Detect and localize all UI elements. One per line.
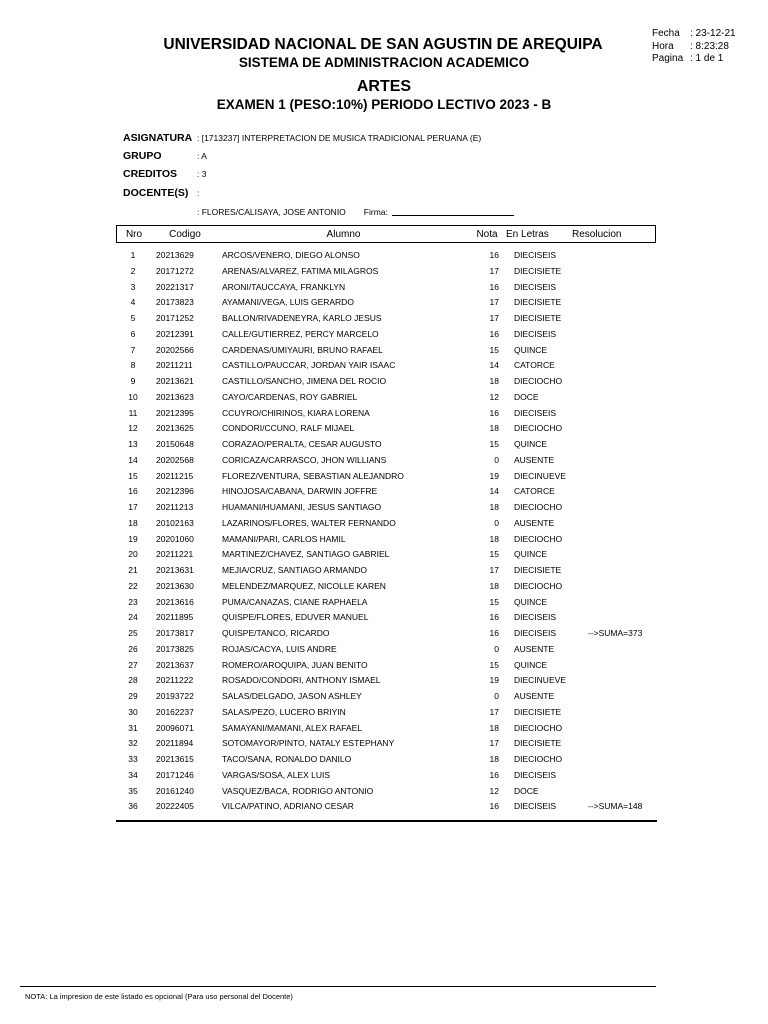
- row-alumno: CALLE/GUTIERREZ, PERCY MARCELO: [222, 328, 379, 339]
- row-codigo: 20161240: [156, 785, 194, 796]
- grupo-value: : A: [197, 151, 207, 161]
- row-codigo: 20222405: [156, 801, 194, 812]
- row-nro: 9: [130, 376, 136, 386]
- row-letras: DIECIOCHO: [514, 533, 563, 544]
- row-nota: 12: [489, 785, 499, 796]
- row-codigo: 20171246: [156, 769, 194, 780]
- row-letras: DIECISEIS: [514, 769, 557, 780]
- table-row: [116, 392, 656, 408]
- row-nro: 16: [128, 486, 138, 497]
- row-nota: 16: [489, 769, 499, 780]
- row-alumno: MELENDEZ/MARQUEZ, NICOLLE KAREN: [222, 580, 386, 591]
- creditos-value: : 3: [197, 169, 207, 179]
- row-letras: CATORCE: [514, 486, 555, 497]
- row-letras: DIECIOCHO: [514, 754, 563, 764]
- row-alumno: VILCA/PATINO, ADRIANO CESAR: [222, 801, 354, 812]
- row-alumno: HINOJOSA/CABANA, DARWIN JOFFRE: [222, 486, 378, 497]
- row-alumno: ROSADO/CONDORI, ANTHONY ISMAEL: [222, 675, 381, 686]
- row-letras: DIECIOCHO: [514, 376, 563, 386]
- row-codigo: 20211215: [156, 470, 194, 481]
- row-codigo: 20171272: [156, 265, 194, 276]
- table-row: [116, 282, 656, 298]
- row-codigo: 20211894: [156, 738, 194, 749]
- row-nro: 17: [128, 502, 138, 512]
- row-letras: DIECISIETE: [514, 565, 562, 575]
- row-nro: 14: [128, 454, 138, 465]
- row-nro: 26: [128, 643, 138, 654]
- row-letras: AUSENTE: [514, 454, 555, 465]
- row-nro: 23: [128, 596, 138, 607]
- row-nro: 10: [128, 391, 138, 402]
- row-alumno: CASTILLO/PAUCCAR, JORDAN YAIR ISAAC: [222, 360, 396, 371]
- row-nro: 22: [128, 580, 138, 591]
- row-nro: 27: [128, 659, 138, 670]
- row-nota: 17: [489, 565, 499, 575]
- row-nota: 0: [494, 517, 499, 528]
- table-row: [116, 612, 656, 628]
- row-codigo: 20211211: [156, 360, 193, 371]
- row-letras: DIECISEIS: [514, 628, 557, 638]
- row-alumno: SALAS/PEZO, LUCERO BRIYIN: [222, 706, 346, 717]
- table-row: [116, 439, 656, 455]
- row-codigo: 20096071: [156, 722, 194, 733]
- row-codigo: 20211222: [156, 675, 194, 686]
- pagina-label: Pagina: [652, 53, 684, 64]
- row-alumno: CAYO/CARDENAS, ROY GABRIEL: [222, 391, 358, 402]
- table-row: [116, 723, 656, 739]
- row-alumno: ROJAS/CACYA, LUIS ANDRE: [222, 643, 337, 654]
- row-nro: 28: [128, 675, 138, 686]
- grupo-label: GRUPO: [123, 150, 162, 162]
- row-letras: DIECINUEVE: [514, 470, 566, 481]
- table-row: [116, 423, 656, 439]
- table-row: [116, 644, 656, 660]
- row-letras: DIECIOCHO: [514, 722, 563, 733]
- row-nro: 5: [130, 313, 136, 323]
- firma-line: [392, 207, 514, 216]
- row-nota: 14: [489, 486, 499, 497]
- row-nro: 30: [128, 706, 138, 717]
- table-row: [116, 266, 656, 282]
- row-alumno: ARONI/TAUCCAYA, FRANKLYN: [222, 281, 346, 292]
- table-row: [116, 502, 656, 518]
- row-nota: 15: [489, 596, 499, 607]
- row-nro: 21: [128, 565, 138, 575]
- row-alumno: VASQUEZ/BACA, RODRIGO ANTONIO: [222, 785, 374, 796]
- system-title: SISTEMA DE ADMINISTRACION ACADEMICO: [238, 55, 530, 70]
- row-alumno: CONDORI/CCUNO, RALF MIJAEL: [222, 423, 355, 434]
- row-nota: 16: [489, 612, 499, 623]
- row-letras: QUINCE: [514, 439, 548, 449]
- row-letras: DIECISEIS: [514, 250, 557, 260]
- row-alumno: ARCOS/VENERO, DIEGO ALONSO: [222, 250, 360, 260]
- row-nota: 16: [489, 281, 499, 292]
- row-letras: QUINCE: [514, 344, 548, 355]
- row-nota: 0: [494, 691, 499, 701]
- table-row: [116, 534, 656, 550]
- row-codigo: 20211213: [156, 502, 194, 512]
- row-codigo: 20213625: [156, 423, 194, 434]
- row-letras: DIECIOCHO: [514, 502, 563, 512]
- row-nro: 29: [128, 691, 138, 701]
- row-codigo: 20212391: [156, 328, 194, 339]
- row-alumno: CASTILLO/SANCHO, JIMENA DEL ROCIO: [222, 376, 387, 386]
- table-row: [116, 581, 656, 597]
- row-nro: 35: [128, 785, 138, 796]
- row-codigo: 20173817: [156, 628, 194, 638]
- row-nro: 36: [128, 801, 138, 812]
- row-nota: 18: [489, 502, 499, 512]
- row-codigo: 20202568: [156, 454, 194, 465]
- creditos-field: [123, 168, 206, 180]
- row-letras: DIECISEIS: [514, 328, 557, 339]
- table-row: [116, 597, 656, 613]
- row-nro: 31: [128, 722, 138, 733]
- row-codigo: 20102163: [156, 517, 194, 528]
- row-nota: 15: [489, 549, 499, 560]
- header-nro: Nro: [125, 228, 143, 240]
- row-alumno: PUMA/CANAZAS, CIANE RAPHAELA: [222, 596, 368, 607]
- student-list: [116, 250, 656, 817]
- row-letras: DIECISEIS: [514, 407, 557, 418]
- row-codigo: 20193722: [156, 691, 194, 701]
- row-nro: 8: [130, 360, 136, 371]
- row-alumno: CORAZAO/PERALTA, CESAR AUGUSTO: [222, 439, 382, 449]
- fecha-value: : 23-12-21: [690, 28, 736, 39]
- row-alumno: CARDENAS/UMIYAURI, BRUNO RAFAEL: [222, 344, 383, 355]
- row-nro: 13: [128, 439, 138, 449]
- row-letras: AUSENTE: [514, 691, 555, 701]
- docente-field: [123, 187, 199, 199]
- row-codigo: 20213629: [156, 250, 194, 260]
- row-letras: DIECISIETE: [514, 265, 562, 276]
- row-letras: DIECISIETE: [514, 706, 562, 717]
- table-row: [116, 628, 656, 644]
- row-alumno: SOTOMAYOR/PINTO, NATALY ESTEPHANY: [222, 738, 395, 749]
- table-row: [116, 329, 656, 345]
- header-alumno: Alumno: [326, 228, 361, 240]
- table-row: [116, 549, 656, 565]
- row-alumno: AYAMANI/VEGA, LUIS GERARDO: [222, 297, 354, 308]
- row-letras: AUSENTE: [514, 517, 555, 528]
- docente-name: : FLORES/CALISAYA, JOSE ANTONIO: [197, 207, 346, 217]
- pagina-value: : 1 de 1: [690, 53, 724, 64]
- row-codigo: 20212395: [156, 407, 194, 418]
- row-nota: 16: [489, 250, 499, 260]
- row-letras: DIECISEIS: [514, 801, 557, 812]
- row-codigo: 20213621: [156, 376, 194, 386]
- row-nro: 25: [128, 628, 138, 638]
- row-letras: DOCE: [514, 391, 539, 402]
- table-row: [116, 345, 656, 361]
- row-nota: 17: [489, 313, 499, 323]
- footer-rule: [20, 986, 656, 987]
- table-row: [116, 675, 656, 691]
- table-row: [116, 313, 656, 329]
- creditos-label: CREDITOS: [123, 168, 178, 180]
- row-nro: 15: [128, 470, 138, 481]
- table-row: [116, 250, 656, 266]
- header-resolucion: Resolucion: [572, 228, 622, 240]
- row-alumno: QUISPE/FLORES, EDUVER MANUEL: [222, 612, 369, 623]
- asignatura-field: [123, 132, 481, 144]
- row-nota: 15: [489, 344, 499, 355]
- header-codigo: Codigo: [169, 228, 201, 240]
- row-resolucion: -->SUMA=373: [588, 628, 643, 638]
- table-row: [116, 376, 656, 392]
- row-nro: 32: [128, 738, 138, 749]
- row-codigo: 20213631: [156, 565, 194, 575]
- row-nro: 33: [128, 754, 138, 764]
- hora-label: Hora: [652, 40, 674, 52]
- row-alumno: QUISPE/TANCO, RICARDO: [222, 628, 330, 638]
- table-row: [116, 565, 656, 581]
- row-letras: DIECIOCHO: [514, 423, 563, 434]
- row-alumno: MAMANI/PARI, CARLOS HAMIL: [222, 533, 346, 544]
- table-row: [116, 360, 656, 376]
- header-nota: Nota: [476, 228, 498, 240]
- exam-title: EXAMEN 1 (PESO:10%) PERIODO LECTIVO 2023 - B: [216, 97, 552, 112]
- row-nota: 16: [489, 328, 499, 339]
- faculty-title: ARTES: [356, 78, 412, 95]
- asignatura-value: : [1713237] INTERPRETACION DE MUSICA TRADICIONAL PERUANA (E): [197, 133, 482, 143]
- row-letras: DIECISIETE: [514, 738, 562, 749]
- row-alumno: SAMAYANI/MAMANI, ALEX RAFAEL: [222, 722, 362, 733]
- table-row: [116, 691, 656, 707]
- row-codigo: 20211221: [156, 549, 194, 560]
- row-nota: 16: [489, 801, 499, 812]
- table-header: [116, 225, 656, 243]
- row-alumno: FLOREZ/VENTURA, SEBASTIAN ALEJANDRO: [222, 470, 404, 481]
- row-alumno: MARTINEZ/CHAVEZ, SANTIAGO GABRIEL: [222, 549, 390, 560]
- row-nro: 34: [128, 769, 138, 780]
- table-row: [116, 738, 656, 754]
- row-letras: DIECIOCHO: [514, 580, 563, 591]
- row-codigo: 20213637: [156, 659, 194, 670]
- row-nro: 19: [128, 533, 138, 544]
- table-row: [116, 518, 656, 534]
- row-letras: DOCE: [514, 785, 539, 796]
- row-alumno: TACO/SANA, RONALDO DANILO: [222, 754, 352, 764]
- row-letras: DIECISEIS: [514, 281, 557, 292]
- row-letras: DIECINUEVE: [514, 675, 566, 686]
- row-letras: DIECISEIS: [514, 612, 557, 623]
- row-codigo: 20171252: [156, 313, 194, 323]
- row-nota: 18: [489, 423, 499, 434]
- row-nro: 18: [128, 517, 138, 528]
- row-resolucion: -->SUMA=148: [588, 801, 643, 812]
- fecha-label: Fecha: [652, 28, 680, 39]
- hora-value: : 8:23:28: [690, 40, 729, 52]
- row-nro: 24: [128, 612, 138, 623]
- row-alumno: HUAMANI/HUAMANI, JESUS SANTIAGO: [222, 502, 382, 512]
- row-codigo: 20173823: [156, 297, 194, 308]
- row-codigo: 20150648: [156, 439, 194, 449]
- row-nota: 18: [489, 376, 499, 386]
- row-alumno: VARGAS/SOSA, ALEX LUIS: [222, 769, 331, 780]
- row-codigo: 20221317: [156, 281, 194, 292]
- firma-label: Firma:: [363, 207, 388, 217]
- row-nro: 20: [128, 549, 138, 560]
- table-row: [116, 707, 656, 723]
- row-codigo: 20211895: [156, 612, 194, 623]
- row-alumno: ARENAS/ALVAREZ, FATIMA MILAGROS: [222, 265, 379, 276]
- row-codigo: 20173825: [156, 643, 194, 654]
- table-bottom-rule: [116, 820, 657, 822]
- row-nota: 17: [489, 706, 499, 717]
- row-nota: 19: [489, 470, 499, 481]
- row-nro: 4: [130, 297, 136, 308]
- row-nota: 17: [489, 297, 499, 308]
- row-nota: 17: [489, 265, 499, 276]
- table-row: [116, 660, 656, 676]
- row-letras: DIECISIETE: [514, 297, 562, 308]
- header-letras: En Letras: [506, 228, 549, 240]
- row-nota: 0: [494, 454, 499, 465]
- table-row: [116, 486, 656, 502]
- row-codigo: 20213615: [156, 754, 194, 764]
- row-nota: 15: [489, 439, 499, 449]
- row-nota: 18: [489, 754, 499, 764]
- row-letras: QUINCE: [514, 596, 548, 607]
- docente-label: DOCENTE(S): [123, 187, 189, 199]
- row-nota: 18: [489, 533, 499, 544]
- row-letras: AUSENTE: [514, 643, 555, 654]
- university-title: UNIVERSIDAD NACIONAL DE SAN AGUSTIN DE AREQUIPA: [163, 36, 603, 53]
- row-nota: 17: [489, 738, 499, 749]
- row-alumno: LAZARINOS/FLORES, WALTER FERNANDO: [222, 517, 396, 528]
- row-codigo: 20213630: [156, 580, 194, 591]
- row-nota: 18: [489, 722, 499, 733]
- row-nota: 12: [489, 391, 499, 402]
- table-row: [116, 408, 656, 424]
- row-nro: 2: [130, 265, 136, 276]
- table-row: [116, 770, 656, 786]
- asignatura-label: ASIGNATURA: [123, 132, 193, 144]
- row-alumno: SALAS/DELGADO, JASON ASHLEY: [222, 691, 362, 701]
- row-codigo: 20202566: [156, 344, 194, 355]
- row-nota: 16: [489, 407, 499, 418]
- row-nota: 19: [489, 675, 499, 686]
- row-nro: 11: [128, 407, 138, 418]
- row-nota: 0: [494, 643, 499, 654]
- grupo-field: [123, 150, 207, 162]
- row-nro: 7: [130, 344, 136, 355]
- row-codigo: 20213623: [156, 391, 194, 402]
- row-nota: 15: [489, 659, 499, 670]
- row-letras: DIECISIETE: [514, 313, 562, 323]
- table-row: [116, 471, 656, 487]
- row-nota: 18: [489, 580, 499, 591]
- row-alumno: ROMERO/AROQUIPA, JUAN BENITO: [222, 659, 368, 670]
- row-codigo: 20201060: [156, 533, 194, 544]
- row-letras: CATORCE: [514, 360, 555, 371]
- row-codigo: 20162237: [156, 706, 194, 717]
- row-nro: 6: [130, 328, 136, 339]
- row-alumno: CORICAZA/CARRASCO, JHON WILLIANS: [222, 454, 387, 465]
- table-row: [116, 786, 656, 802]
- table-row: [116, 297, 656, 313]
- docente-separator: :: [197, 188, 200, 198]
- row-codigo: 20213616: [156, 596, 194, 607]
- row-codigo: 20212396: [156, 486, 194, 497]
- row-alumno: MEJIA/CRUZ, SANTIAGO ARMANDO: [222, 565, 367, 575]
- table-row: [116, 455, 656, 471]
- row-nro: 3: [130, 281, 136, 292]
- row-letras: QUINCE: [514, 549, 548, 560]
- row-alumno: BALLON/RIVADENEYRA, KARLO JESUS: [222, 313, 382, 323]
- row-nota: 14: [489, 360, 499, 371]
- table-row: [116, 754, 656, 770]
- row-nro: 1: [130, 250, 136, 260]
- footer-note: NOTA: La impresion de este listado es opcional (Para uso personal del Docente): [25, 992, 293, 1001]
- docente-line: [197, 207, 514, 217]
- row-letras: QUINCE: [514, 659, 548, 670]
- row-alumno: CCUYRO/CHIRINOS, KIARA LORENA: [222, 407, 370, 418]
- table-row: [116, 801, 656, 817]
- row-nro: 12: [128, 423, 138, 434]
- row-nota: 16: [489, 628, 499, 638]
